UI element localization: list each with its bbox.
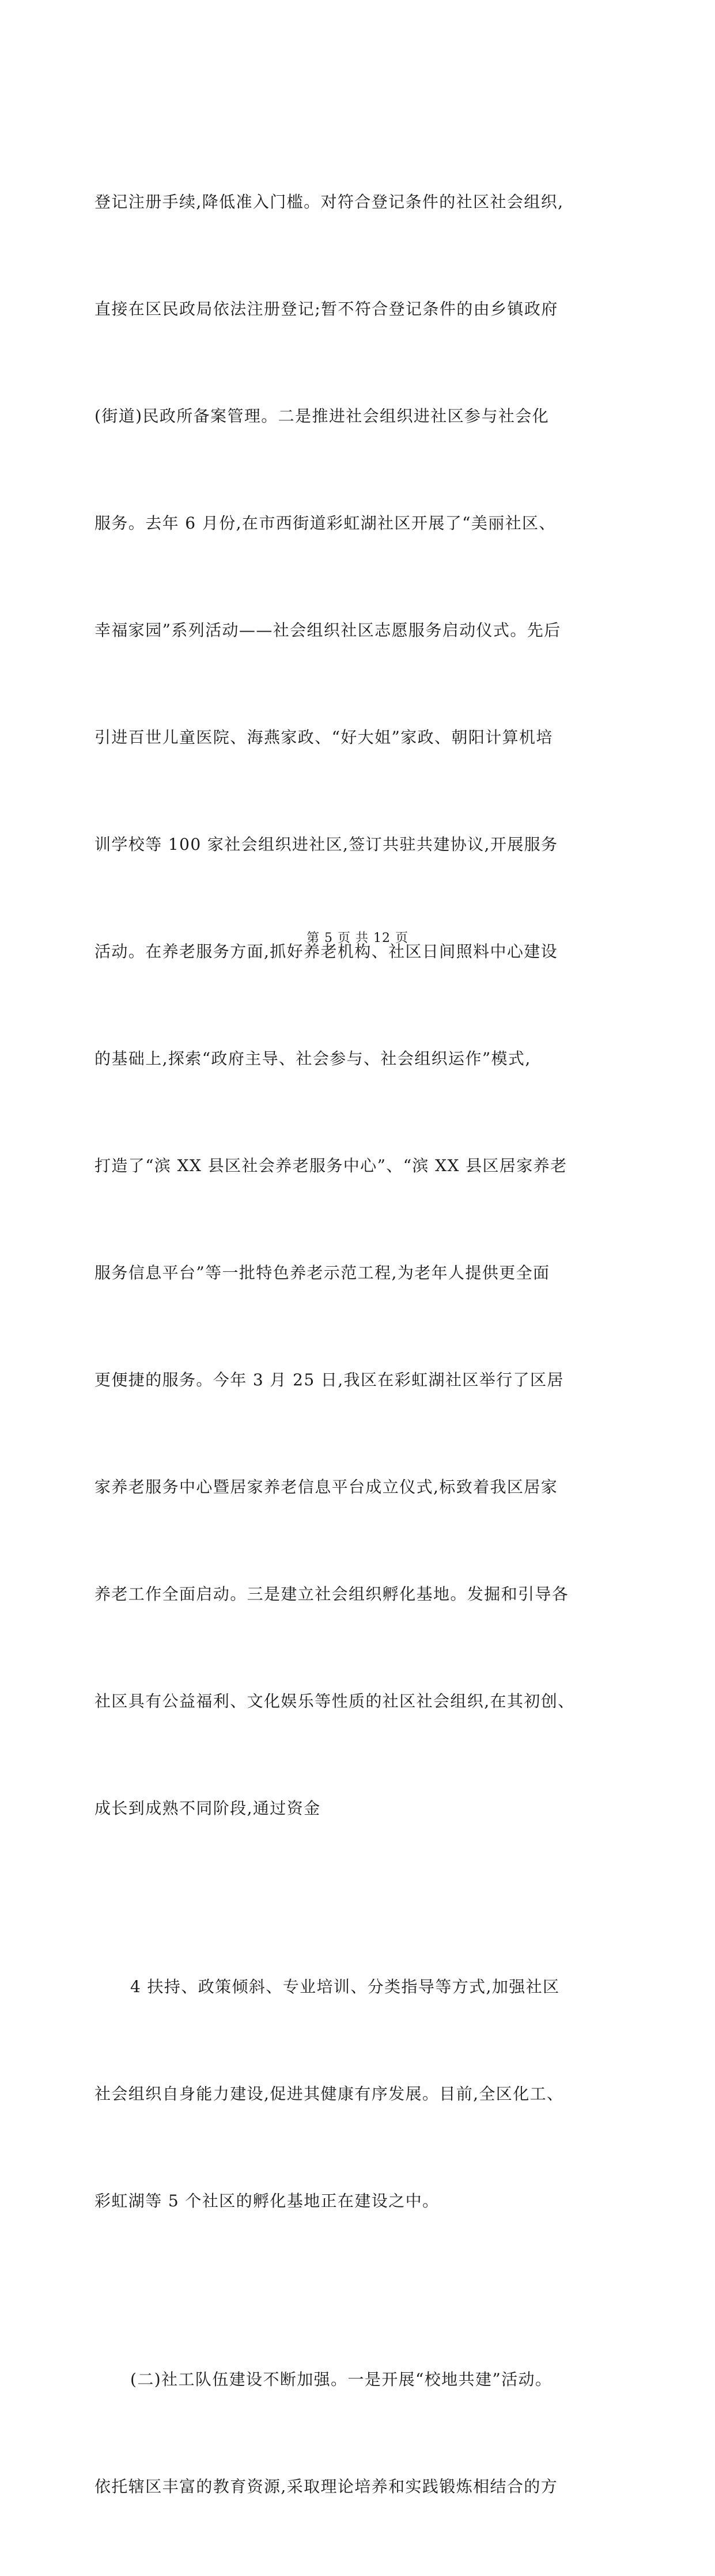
text-line: 4 扶持、政策倾斜、专业培训、分类指导等方式,加强社区 <box>130 1977 560 1996</box>
text-line: 服务信息平台”等一批特色养老示范工程,为老年人提供更全面 <box>94 1263 550 1282</box>
paragraph-1 <box>94 113 625 1898</box>
text-line: 幸福家园”系列活动——社会组织社区志愿服务启动仪式。先后 <box>94 621 561 640</box>
text-line: 社会组织自身能力建设,促进其健康有序发展。目前,全区化工、 <box>94 2084 564 2103</box>
text-line: 登记注册手续,降低准入门槛。对符合登记条件的社区社会组织, <box>94 192 564 211</box>
text-line: 直接在区民政局依法注册登记;暂不符合登记条件的由乡镇政府 <box>94 299 558 318</box>
text-line: 彩虹湖等 5 个社区的孵化基地正在建设之中。 <box>94 2191 440 2210</box>
text-line: 更便捷的服务。今年 3 月 25 日,我区在彩虹湖社区举行了区居 <box>94 1370 564 1389</box>
text-line: 活动。在养老服务方面,抓好养老机构、社区日间照料中心建设 <box>94 942 558 961</box>
text-line: 家养老服务中心暨居家养老信息平台成立仪式,标致着我区居家 <box>94 1477 558 1496</box>
paragraph-2 <box>94 1898 625 2290</box>
text-line: 成长到成熟不同阶段,通过资金 <box>94 1799 321 1818</box>
text-line: 养老工作全面启动。三是建立社会组织孵化基地。发掘和引导各 <box>94 1585 569 1604</box>
document-body <box>94 113 625 2576</box>
text-line: 引进百世儿童医院、海燕家政、“好大姐”家政、朝阳计算机培 <box>94 728 553 747</box>
text-line: 打造了“滨 XX 县区社会养老服务中心”、“滨 XX 县区居家养老 <box>94 1156 568 1175</box>
text-line: 训学校等 100 家社会组织进社区,签订共驻共建协议,开展服务 <box>94 835 558 854</box>
text-line: (街道)民政所备案管理。二是推进社会组织进社区参与社会化 <box>94 406 550 425</box>
text-line: 服务。去年 6 月份,在市西街道彩虹湖社区开展了“美丽社区、 <box>94 514 556 533</box>
text-line: 依托辖区丰富的教育资源,采取理论培养和实践锻炼相结合的方 <box>94 2477 558 2496</box>
text-line: 的基础上,探索“政府主导、社会参与、社会组织运作”模式, <box>94 1049 531 1068</box>
paragraph-3 <box>94 2290 625 2576</box>
text-line: (二)社工队伍建设不断加强。一是开展“校地共建”活动。 <box>130 2370 553 2389</box>
page-number-footer: 第 5 页 共 12 页 <box>307 931 408 945</box>
text-line: 社区具有公益福利、文化娱乐等性质的社区社会组织,在其初创、 <box>94 1692 575 1711</box>
